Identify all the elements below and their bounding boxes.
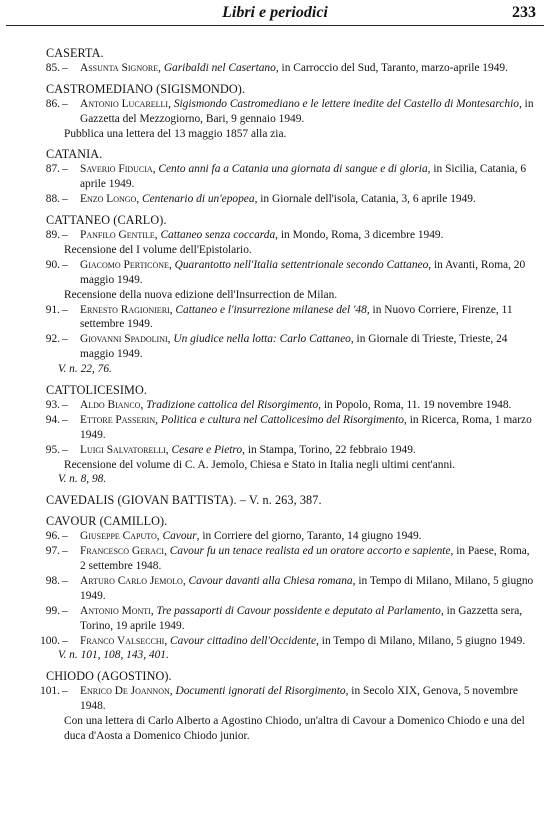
entry-author: Enzo Longo xyxy=(80,193,137,206)
entry-title: Centenario di un'epopea xyxy=(142,193,255,206)
entry-title: Cesare e Pietro xyxy=(171,443,243,456)
entry-number: 93. xyxy=(45,398,60,411)
entry-citation: Panfilo Gentile, Cattaneo senza coccarda, in Mondo, Roma, 3 dicembre 1949. xyxy=(80,228,444,241)
entry-author: Giovanni Spadolini xyxy=(80,333,168,346)
entry-number: 101. xyxy=(40,685,60,698)
entry-details: , in Popolo, Roma, 11. 19 novembre 1948. xyxy=(318,398,512,411)
entry-dash: – xyxy=(62,228,68,241)
entry-author: Saverio Fiducia xyxy=(80,163,153,176)
entry-title: Un giudice nella lotta: Carlo Cattaneo xyxy=(173,333,351,346)
bibliography-entry xyxy=(22,574,538,604)
bibliography-entry xyxy=(22,529,538,544)
entry-dash: – xyxy=(62,398,68,411)
entry-number: 89. xyxy=(45,228,60,241)
section-heading: CATTANEO (CARLO). xyxy=(46,213,167,228)
bibliography-entry xyxy=(22,97,538,127)
entry-author: Ernesto Ragionieri xyxy=(80,303,170,316)
section-heading: CASERTA. xyxy=(46,46,104,60)
entry-dash: – xyxy=(62,634,68,647)
entry-title: Documenti ignorati del Risorgimento xyxy=(175,685,346,698)
entry-citation: Francesco Geraci, Cavour fu un tenace realista ed un oratore accorto e sapiente, in Paese, Roma, 2 settembre 1948. xyxy=(80,545,530,572)
bibliography-entry xyxy=(22,332,538,362)
bibliography-section xyxy=(22,213,538,377)
entry-title: Tre passaporti di Cavour possidente e deputato al Parlamento xyxy=(156,604,441,617)
bibliography-entry xyxy=(22,604,538,634)
entry-details: , in Mondo, Roma, 3 dicembre 1949. xyxy=(275,228,444,241)
entry-details: , in Corriere del giorno, Taranto, 14 giugno 1949. xyxy=(196,530,422,543)
cross-reference: V. n. 8, 98. xyxy=(58,473,107,486)
entry-dash: – xyxy=(62,163,68,176)
entry-dash: – xyxy=(62,604,68,617)
bibliography-entry xyxy=(22,61,538,76)
entry-details: , in Gazzetta sera, Torino, 19 aprile 1949. xyxy=(80,604,523,632)
entry-number: 90. xyxy=(45,258,60,271)
entry-title: Garibaldi nel Casertano xyxy=(163,61,276,74)
entry-dash: – xyxy=(62,258,68,271)
entry-number: 99. xyxy=(45,604,60,617)
entry-details: , in Paese, Roma, 2 settembre 1948. xyxy=(80,545,530,572)
section-heading: CATANIA. xyxy=(46,147,103,162)
entry-author: Giuseppe Caputo xyxy=(80,530,157,543)
entry-details: , in Tempo di Milano, Milano, 5 giugno 1949. xyxy=(316,634,526,647)
bibliography-entry xyxy=(22,192,538,207)
entry-citation: Antonio Monti, Tre passaporti di Cavour possidente e deputato al Parlamento, in Gazzetta sera, Torino, 19 aprile 1949. xyxy=(80,604,523,632)
entry-note: Recensione della nuova edizione dell'Insurrection de Milan. xyxy=(64,288,338,301)
section-heading: CAVEDALIS (GIOVAN BATTISTA). – V. n. 263, 387. xyxy=(46,493,322,508)
entry-author: Aldo Bianco xyxy=(80,398,141,411)
entry-dash: – xyxy=(62,97,68,110)
entry-author: Arturo Carlo Jemolo xyxy=(80,574,183,587)
entry-details: , in Giornale di Trieste, Trieste, 24 maggio 1949. xyxy=(80,333,508,361)
entry-author: Giacomo Perticone xyxy=(80,258,169,271)
entry-number: 92. xyxy=(45,333,60,346)
entry-author: Assunta Signore xyxy=(80,61,159,74)
entry-dash: – xyxy=(62,443,68,456)
entry-title: Sigismondo Castromediano e le lettere inedite del Castello di Montesarchio xyxy=(173,97,519,110)
entry-dash: – xyxy=(62,193,68,206)
bibliography-body xyxy=(22,46,538,750)
bibliography-section xyxy=(22,46,538,76)
bibliography-entry xyxy=(22,258,538,288)
bibliography-section xyxy=(22,514,538,663)
entry-title: Cavour cittadino dell'Occidente xyxy=(170,634,317,647)
entry-dash: – xyxy=(62,574,68,587)
entry-title: Politica e cultura nel Cattolicesimo del Risorgimento xyxy=(160,413,404,426)
bibliography-entry xyxy=(22,634,538,649)
entry-title: Cavour fu un tenace realista ed un oratore accorto e sapiente xyxy=(169,545,451,558)
bibliography-section xyxy=(22,669,538,744)
entry-number: 87. xyxy=(45,163,60,176)
entry-number: 96. xyxy=(45,530,60,543)
section-heading: CAVOUR (CAMILLO). xyxy=(46,514,168,529)
entry-number: 97. xyxy=(45,545,60,558)
entry-number: 85. xyxy=(45,61,60,74)
entry-author: Antonio Lucarelli xyxy=(80,97,169,110)
entry-citation: Arturo Carlo Jemolo, Cavour davanti alla Chiesa romana, in Tempo di Milano, Milano, 5 giugno 1949. xyxy=(80,574,534,602)
entry-title: Cavour davanti alla Chiesa romana xyxy=(188,574,353,587)
bibliography-entry xyxy=(22,443,538,458)
entry-number: 88. xyxy=(45,193,60,206)
entry-title: Cattaneo e l'insurrezione milanese del '48 xyxy=(175,303,367,316)
entry-number: 91. xyxy=(45,303,60,316)
entry-citation: Giacomo Perticone, Quarantotto nell'Italia settentrionale secondo Cattaneo, in Avanti, Roma, 20 maggio 1949. xyxy=(80,258,526,286)
entry-citation: Enrico De Joannon, Documenti ignorati del Risorgimento, in Secolo XIX, Genova, 5 novembre 1948. xyxy=(80,685,518,713)
entry-citation: Giuseppe Caputo, Cavour, in Corriere del giorno, Taranto, 14 giugno 1949. xyxy=(80,530,422,543)
section-heading: CHIODO (AGOSTINO). xyxy=(46,669,172,684)
header-rule xyxy=(6,25,544,26)
entry-details: , in Carroccio del Sud, Taranto, marzo-aprile 1949. xyxy=(275,61,508,74)
section-heading: CATTOLICESIMO. xyxy=(46,383,148,398)
bibliography-entry xyxy=(22,303,538,333)
cross-reference: V. n. 101, 108, 143, 401. xyxy=(58,649,169,662)
entry-author: Ettore Passerin xyxy=(80,413,156,426)
entry-citation: Antonio Lucarelli, Sigismondo Castromediano e le lettere inedite del Castello di Montesarchio, in Gazzetta del Mezzogiorno, Bari, 9 gennaio 1949. xyxy=(80,97,534,125)
entry-number: 95. xyxy=(45,443,60,456)
bibliography-entry xyxy=(22,413,538,443)
bibliography-entry xyxy=(22,162,538,192)
entry-citation: Luigi Salvatorelli, Cesare e Pietro, in Stampa, Torino, 22 febbraio 1949. xyxy=(80,443,416,456)
entry-number: 86. xyxy=(45,97,60,110)
header-title: Libri e periodici xyxy=(222,4,328,21)
bibliography-entry xyxy=(22,544,538,574)
entry-title: Quarantotto nell'Italia settentrionale secondo Cattaneo xyxy=(174,258,429,271)
bibliography-entry xyxy=(22,684,538,714)
running-header xyxy=(6,4,544,26)
entry-title: Cavour xyxy=(162,530,197,543)
entry-number: 100. xyxy=(40,634,60,647)
bibliography-entry xyxy=(22,398,538,413)
bibliography-section xyxy=(22,147,538,207)
section-heading: CASTROMEDIANO (SIGISMONDO). xyxy=(46,81,246,96)
entry-note: Recensione del I volume dell'Epistolario. xyxy=(64,243,252,256)
entry-citation: Enzo Longo, Centenario di un'epopea, in Giornale dell'isola, Catania, 3, 6 aprile 1949. xyxy=(80,193,476,206)
entry-author: Enrico De Joannon xyxy=(80,685,170,698)
entry-dash: – xyxy=(62,333,68,346)
entry-citation: Assunta Signore, Garibaldi nel Casertano, in Carroccio del Sud, Taranto, marzo-aprile 1949. xyxy=(80,61,508,74)
entry-citation: Giovanni Spadolini, Un giudice nella lotta: Carlo Cattaneo, in Giornale di Trieste, Trieste, 24 maggio 1949. xyxy=(80,333,508,361)
bibliography-entry xyxy=(22,228,538,243)
entry-author: Antonio Monti xyxy=(80,604,151,617)
bibliography-section xyxy=(22,82,538,142)
entry-details: , in Sicilia, Catania, 6 aprile 1949. xyxy=(80,163,527,191)
entry-number: 98. xyxy=(45,574,60,587)
entry-title: Cattaneo senza coccarda xyxy=(160,228,276,241)
entry-details: , in Stampa, Torino, 22 febbraio 1949. xyxy=(242,443,416,456)
entry-author: Franco Valsecchi xyxy=(80,634,165,647)
entry-details: , in Secolo XIX, Genova, 5 novembre 1948. xyxy=(80,685,518,713)
entry-details: , in Tempo di Milano, Milano, 5 giugno 1949. xyxy=(80,574,534,602)
entry-dash: – xyxy=(62,303,68,316)
entry-details: , in Avanti, Roma, 20 maggio 1949. xyxy=(80,258,526,286)
entry-citation: Aldo Bianco, Tradizione cattolica del Risorgimento, in Popolo, Roma, 11. 19 novembre 1948. xyxy=(80,398,512,411)
entry-author: Luigi Salvatorelli xyxy=(80,443,166,456)
entry-details: , in Gazzetta del Mezzogiorno, Bari, 9 gennaio 1949. xyxy=(80,97,534,125)
entry-number: 94. xyxy=(45,413,60,426)
cross-reference: V. n. 22, 76. xyxy=(58,363,112,376)
entry-dash: – xyxy=(62,530,68,543)
entry-note: Con una lettera di Carlo Alberto a Agostino Chiodo, un'altra di Cavour a Domenico Chiodo e una del duca d'Aosta a Domenico Chiodo junior. xyxy=(64,715,525,742)
entry-dash: – xyxy=(62,545,68,558)
entry-title: Tradizione cattolica del Risorgimento xyxy=(146,398,319,411)
entry-note: Recensione del volume di C. A. Jemolo, Chiesa e Stato in Italia negli ultimi cent'anni. xyxy=(64,458,456,471)
bibliography-section xyxy=(22,493,538,508)
entry-note: Pubblica una lettera del 13 maggio 1857 alla zia. xyxy=(64,127,287,140)
entry-dash: – xyxy=(62,413,68,426)
entry-author: Francesco Geraci xyxy=(80,545,165,558)
entry-citation: Ernesto Ragionieri, Cattaneo e l'insurrezione milanese del '48, in Nuovo Corriere, Firenze, 11 settembre 1949. xyxy=(80,303,513,331)
entry-citation: Franco Valsecchi, Cavour cittadino dell'Occidente, in Tempo di Milano, Milano, 5 giugno 1949. xyxy=(80,634,526,647)
entry-author: Panfilo Gentile xyxy=(80,228,155,241)
entry-citation: Ettore Passerin, Politica e cultura nel Cattolicesimo del Risorgimento, in Ricerca, Roma, 1 marzo 1949. xyxy=(80,413,532,441)
entry-dash: – xyxy=(62,61,68,74)
bibliography-section xyxy=(22,383,538,487)
entry-details: , in Ricerca, Roma, 1 marzo 1949. xyxy=(80,413,532,441)
entry-details: , in Giornale dell'isola, Catania, 3, 6 aprile 1949. xyxy=(254,193,476,206)
entry-dash: – xyxy=(62,685,68,698)
page-number: 233 xyxy=(512,4,536,21)
entry-details: , in Nuovo Corriere, Firenze, 11 settembre 1949. xyxy=(80,303,513,331)
entry-title: Cento anni fa a Catania una giornata di sangue e di gloria xyxy=(158,163,428,176)
entry-citation: Saverio Fiducia, Cento anni fa a Catania una giornata di sangue e di gloria, in Sicilia, Catania, 6 aprile 1949. xyxy=(80,163,527,191)
